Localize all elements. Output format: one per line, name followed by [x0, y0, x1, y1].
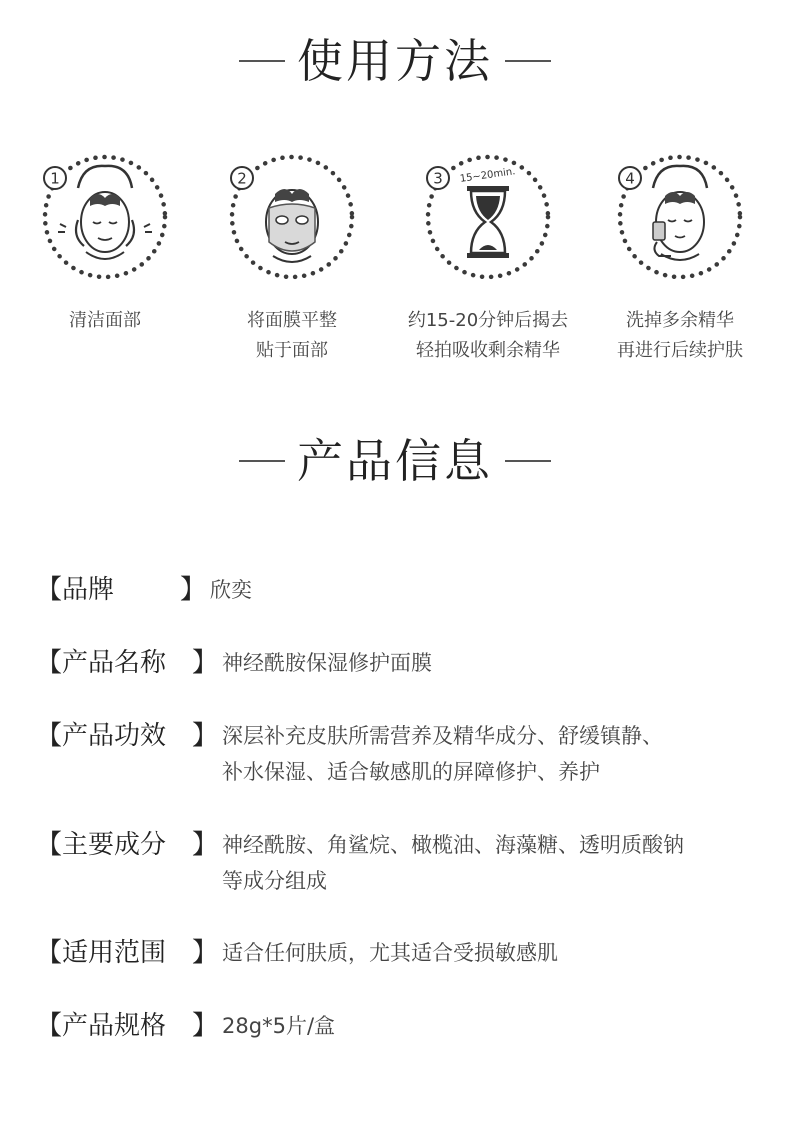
- info-section-title: [0, 434, 790, 488]
- timer-badge: 15~20min.: [459, 166, 517, 185]
- step-2-caption-line1: 将面膜平整: [247, 310, 337, 331]
- title-divider-left: [239, 60, 285, 62]
- usage-step-1: [10, 150, 200, 336]
- info-row-efficacy: [36, 718, 756, 790]
- sheet-mask-icon: [225, 150, 359, 284]
- svg-text:1: 1: [50, 169, 60, 188]
- info-value-efficacy: 深层补充皮肤所需营养及精华成分、舒缓镇静、 补水保湿、适合敏感肌的屏障修护、养护: [222, 724, 664, 784]
- svg-text:4: 4: [625, 169, 635, 188]
- info-row-brand: [36, 572, 756, 608]
- info-row-scope: [36, 935, 756, 971]
- svg-text:2: 2: [237, 169, 247, 188]
- info-row-spec: [36, 1008, 756, 1044]
- step-4-caption-line2: 再进行后续护肤: [617, 340, 743, 361]
- usage-title-text: 使用方法: [297, 34, 493, 88]
- title-divider-left: [239, 460, 285, 462]
- info-value-ingredients: 神经酰胺、角鲨烷、橄榄油、海藻糖、透明质酸钠 等成分组成: [222, 833, 685, 893]
- usage-step-2: [197, 150, 387, 366]
- info-key-ingredients: 【主要成分 】: [36, 830, 219, 860]
- info-value-brand: 欣奕: [210, 578, 253, 602]
- usage-step-4: [585, 150, 775, 366]
- step-3-caption-line1: 约15-20分钟后揭去: [407, 310, 569, 331]
- wipe-face-icon: [613, 150, 747, 284]
- step-3-caption-line2: 轻拍吸收剩余精华: [416, 340, 560, 361]
- info-row-name: [36, 645, 756, 681]
- info-value-name: 神经酰胺保湿修护面膜: [222, 651, 433, 675]
- step-1-caption-line1: 清洁面部: [69, 310, 141, 331]
- info-key-scope: 【适用范围 】: [36, 938, 219, 968]
- face-wash-icon: [38, 150, 172, 284]
- info-row-ingredients: [36, 827, 756, 899]
- usage-section-title: [0, 34, 790, 88]
- info-key-efficacy: 【产品功效 】: [36, 721, 219, 751]
- info-title-text: 产品信息: [297, 434, 493, 488]
- info-key-brand: 【品牌 】: [36, 575, 207, 605]
- info-key-name: 【产品名称 】: [36, 648, 219, 678]
- step-2-caption-line2: 贴于面部: [256, 340, 328, 361]
- title-divider-right: [505, 60, 551, 62]
- info-value-spec: 28g*5片/盒: [222, 1014, 336, 1038]
- info-key-spec: 【产品规格 】: [36, 1011, 219, 1041]
- title-divider-right: [505, 460, 551, 462]
- hourglass-icon: [421, 150, 555, 284]
- usage-step-3: [393, 150, 583, 366]
- svg-text:3: 3: [433, 169, 443, 188]
- info-value-scope: 适合任何肤质，尤其适合受损敏感肌: [222, 941, 559, 965]
- step-4-caption-line1: 洗掉多余精华: [626, 310, 734, 331]
